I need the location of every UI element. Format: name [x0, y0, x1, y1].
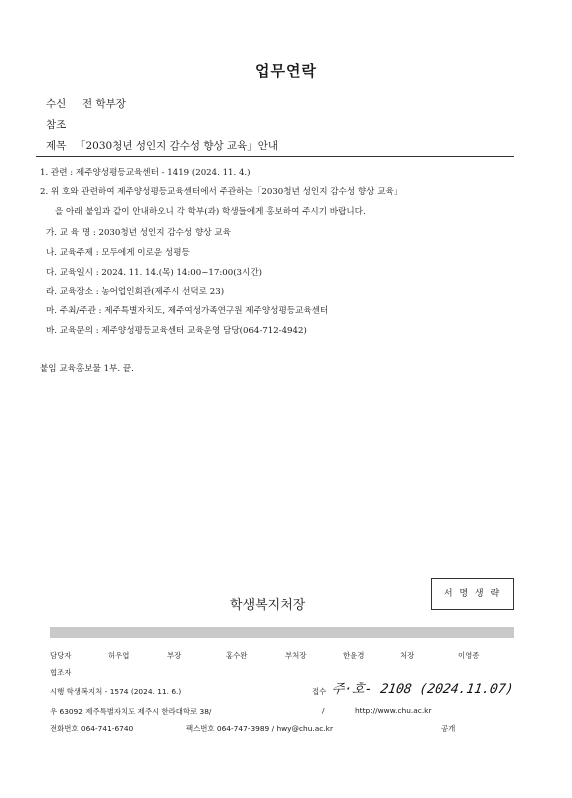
- address: 우 63092 제주특별자치도 제주시 한라대학로 38/: [50, 707, 212, 716]
- disclosure-status: 공개: [441, 724, 456, 733]
- receipt-label: 접수: [312, 687, 327, 696]
- detail-inquiry: 바. 교육문의 : 제주양성평등교육센터 교육운영 담당(064-712-4942): [46, 326, 307, 336]
- cooperator-label: 협조자: [50, 668, 72, 677]
- approval-role-deputy: 부처장: [285, 651, 307, 660]
- subject-value: 「2030청년 성인지 감수성 향상 교육」안내: [75, 140, 279, 152]
- approval-name-head: 홍수완: [226, 651, 248, 660]
- header-divider: [36, 156, 514, 157]
- recipient-value: 전 학부장: [82, 98, 126, 110]
- approval-name-staff: 허우엽: [108, 651, 130, 660]
- footer-band: [50, 627, 514, 638]
- homepage-separator: /: [322, 706, 325, 715]
- detail-venue: 라. 교육장소 : 농어업인회관(제주시 선덕로 23): [46, 287, 225, 297]
- handwritten-receipt-number: 주·호- 2108 (2024.11.07): [330, 682, 515, 697]
- main-item-line2: 을 아래 붙임과 같이 안내하오니 각 학부(과) 학생들에게 홍보하여 주시기 바랍니다.: [55, 207, 366, 217]
- sender-title: 학생복지처장: [230, 598, 306, 613]
- related-item: 1. 관련 : 제주양성평등교육센터 - 1419 (2024. 11. 4.): [40, 168, 251, 178]
- execution-info: 시행 학생복지처 - 1574 (2024. 11. 6.): [50, 687, 182, 696]
- approval-name-deputy: 한윤경: [343, 651, 365, 660]
- approval-role-director: 처장: [400, 651, 415, 660]
- detail-datetime: 다. 교육일시 : 2024. 11. 14.(목) 14:00~17:00(3시간): [46, 268, 262, 278]
- detail-course-name: 가. 교 육 명 : 2030청년 성인지 감수성 향상 교육: [46, 228, 231, 238]
- approval-role-staff: 담당자: [50, 651, 72, 660]
- attachment-note: 붙임 교육홍보물 1부. 끝.: [40, 364, 134, 374]
- subject-label: 제목: [46, 140, 67, 152]
- document-title: 업무연락: [255, 62, 317, 80]
- phone-number: 전화번호 064-741-6740: [50, 724, 134, 733]
- reference-label: 참조: [46, 119, 67, 131]
- recipient-label: 수신: [46, 98, 67, 110]
- signature-omitted-box: 서 명 생 략: [431, 578, 514, 610]
- approval-name-director: 이영종: [458, 651, 480, 660]
- main-item-line1: 2. 위 호와 관련하여 제주양성평등교육센터에서 주관하는「2030청년 성인지 감수성 향상 교육」: [40, 187, 403, 197]
- fax-and-email: 팩스번호 064-747-3989 / hwy@chu.ac.kr: [186, 724, 333, 733]
- detail-organizer: 마. 주최/주관 : 제주특별자치도, 제주여성가족연구원 제주양성평등교육센터: [46, 306, 329, 316]
- detail-topic: 나. 교육주제 : 모두에게 이로운 성평등: [46, 248, 190, 258]
- approval-role-head: 부장: [167, 651, 182, 660]
- homepage-url: http://www.chu.ac.kr: [355, 706, 432, 715]
